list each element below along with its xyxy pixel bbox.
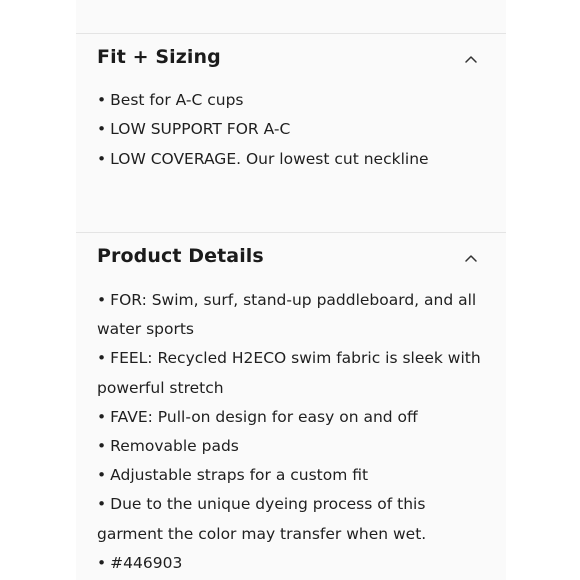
fit-sizing-title: Fit + Sizing: [97, 46, 221, 68]
list-item-text: Best for A-C cups: [110, 91, 244, 109]
list-item-text: FOR: Swim, surf, stand-up paddleboard, and all water sports: [97, 291, 477, 339]
chevron-up-icon[interactable]: [461, 248, 481, 268]
bullet-icon: •: [97, 349, 107, 368]
list-item-text: LOW SUPPORT FOR A-C: [110, 120, 291, 139]
list-item: [97, 432, 489, 461]
list-item: [97, 86, 489, 115]
fit-sizing-header[interactable]: [76, 34, 506, 84]
list-item-text: Due to the unique dyeing process of this garment the color may transfer when wet.: [97, 495, 427, 543]
list-item-text: #446903: [110, 553, 183, 572]
list-item-text: LOW COVERAGE. Our lowest cut neckline: [110, 149, 429, 168]
list-item: [97, 286, 489, 344]
bullet-icon: •: [97, 553, 107, 572]
bullet-icon: •: [97, 91, 107, 109]
product-details-title: Product Details: [97, 245, 264, 267]
list-item: [97, 461, 489, 490]
list-item: [97, 145, 489, 174]
bullet-icon: •: [97, 466, 107, 485]
list-item-text: Removable pads: [110, 437, 239, 456]
list-item-text: Adjustable straps for a custom fit: [110, 466, 369, 485]
bullet-icon: •: [97, 437, 107, 456]
list-item: [97, 344, 489, 402]
fit-sizing-list: [97, 86, 489, 174]
product-details-list: [97, 286, 489, 578]
list-item: [97, 549, 489, 578]
list-item-text: FEEL: Recycled H2ECO swim fabric is sleek with powerful stretch: [97, 349, 481, 397]
product-details-header[interactable]: [76, 233, 506, 283]
bullet-icon: •: [97, 149, 107, 168]
list-item: [97, 490, 489, 548]
list-item-text: FAVE: Pull-on design for easy on and off: [110, 407, 418, 426]
chevron-up-icon[interactable]: [461, 49, 481, 69]
list-item: [97, 115, 489, 144]
bullet-icon: •: [97, 291, 107, 309]
bullet-icon: •: [97, 407, 107, 426]
bullet-icon: •: [97, 120, 107, 139]
list-item: [97, 403, 489, 432]
bullet-icon: •: [97, 495, 107, 514]
